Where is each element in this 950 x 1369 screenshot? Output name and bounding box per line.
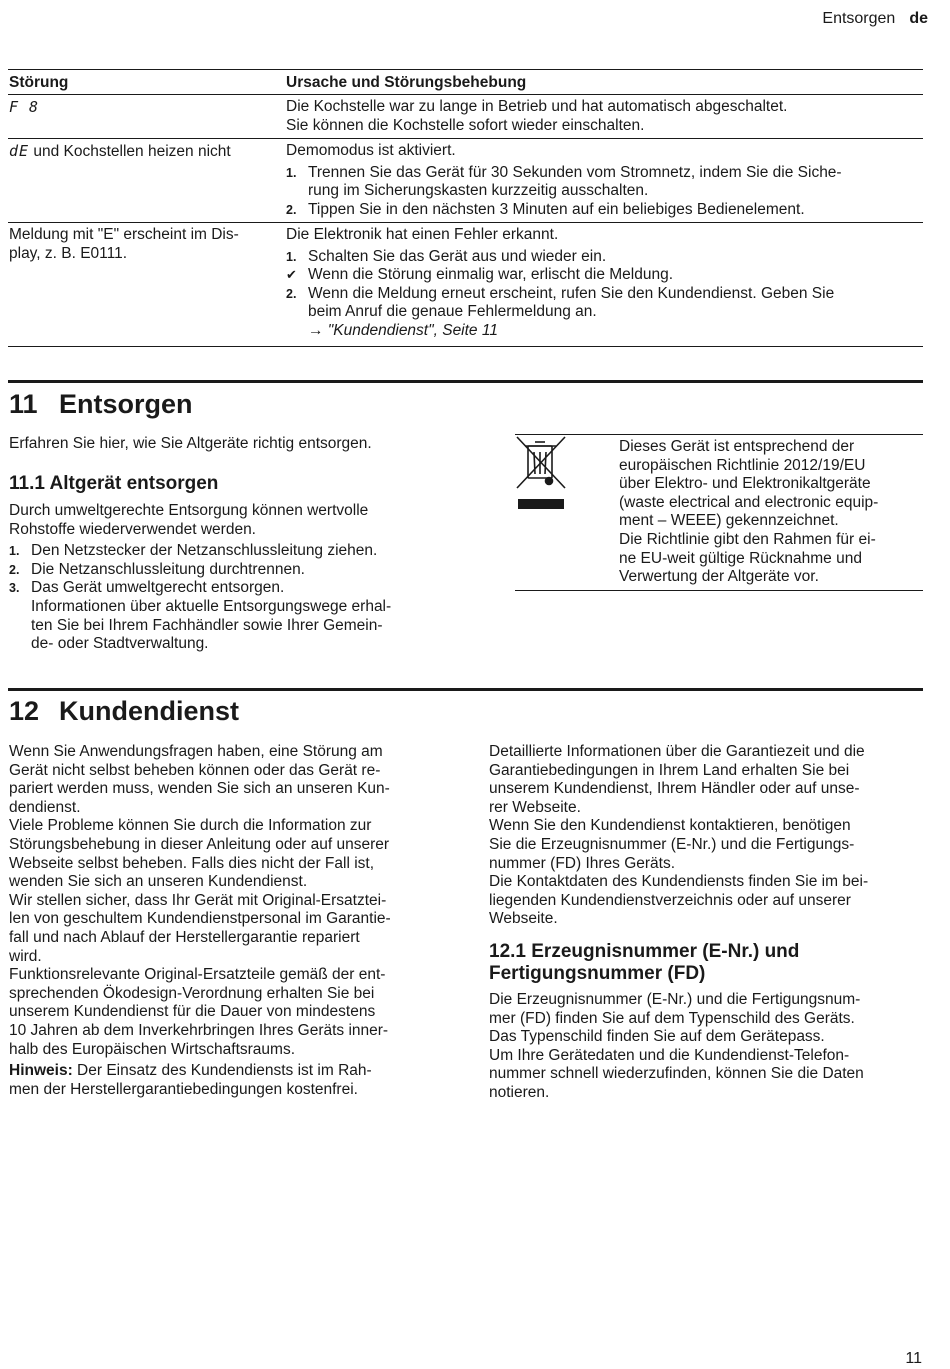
text-line: de- oder Stadtverwaltung. [31,635,209,653]
text-line: Das Gerät umweltgerecht entsorgen. [31,579,285,597]
list-item [9,579,489,653]
text-line: Die Richtlinie gibt den Rahmen für ei- [619,530,876,548]
text-line: Informationen über aktuelle Entsorgungswege erhal- [31,597,392,615]
fault-code-display: dE [9,142,30,160]
text-line: Störungsbehebung in dieser Anleitung oder auf unserer [9,835,390,853]
text-line: unserem Kundendienst, Ihrem Händler oder auf unse- [489,780,860,798]
list-item [286,285,916,341]
page-number: 11 [905,1350,922,1367]
crossed-out-wheelie-bin-icon [516,436,566,511]
text-line: Wenn Sie den Kundendienst kontaktieren, benötigen [489,817,851,835]
note-label: Hinweis: [9,1062,73,1080]
table-row-rule [8,138,923,139]
text-line: unserem Kundendienst für die Dauer von mindestens [9,1003,376,1021]
step-number: 3. [9,581,20,596]
cross-reference-link[interactable]: → "Kundendienst", Seite 11 [308,321,498,339]
list-item [286,248,916,267]
text-line: men der Herstellergarantiebedingungen kostenfrei. [9,1080,358,1098]
section-12-right-column [489,743,919,1103]
text-line: dendienst. [9,798,81,816]
table-row-2-cause [286,142,916,219]
text-line: play, z. B. E0111. [9,244,128,262]
text-line: mer (FD) finden Sie auf dem Typenschild des Geräts. [489,1009,855,1027]
text-line: len von geschultem Kundendienstpersonal im Garantie- [9,910,391,928]
fault-code-display: F 8 [9,98,40,116]
text-line: Funktionsrelevante Original-Ersatzteile gemäß der ent- [9,966,386,984]
text-line: Rohstoffe wiederverwendet werden. [9,520,256,538]
text-line: Die Kochstelle war zu lange in Betrieb und hat automatisch abgeschaltet. [286,98,788,115]
section-rule [8,380,923,383]
list-item [9,542,489,561]
section-rule [8,688,923,691]
list-item [286,164,916,201]
step-number: 1. [286,165,297,180]
section-heading-12 [9,696,239,726]
step-number: 2. [286,286,297,301]
text-line: rer Webseite. [489,798,581,816]
text-line: fall und nach Ablauf der Herstellergarantie repariert [9,928,360,946]
text-line: halb des Europäischen Wirtschaftsraums. [9,1040,296,1058]
section-heading-11 [9,389,193,419]
table-header-fault: Störung [9,74,69,91]
text-line: ne EU-weit gültige Rücknahme und [619,549,862,567]
table-row-1-cause [286,98,916,135]
text-line: Detaillierte Informationen über die Garantiezeit und die [489,743,865,760]
step-number: 2. [9,562,20,577]
text-line: rung im Sicherungskasten kurzzeitig ausschalten. [308,182,649,200]
section-number: 11 [9,389,38,419]
text-line: Wenn Sie Anwendungsfragen haben, eine Störung am [9,743,383,760]
subsection-heading [489,941,919,985]
table-header-cause: Ursache und Störungsbehebung [286,74,527,91]
weee-box-bottom-rule [515,590,923,591]
subsection-heading: 11.1 Altgerät entsorgen [9,473,219,494]
section-title: Entsorgen [59,389,193,419]
text-line: Webseite. [489,910,558,928]
text-line: nummer (FD) Ihres Geräts. [489,854,676,872]
text-line: liegenden Kundendienstverzeichnis oder auf unserer [489,891,851,909]
table-bottom-rule [8,346,923,347]
text-line: Trennen Sie das Gerät für 30 Sekunden vom Stromnetz, indem Sie die Siche- [308,163,842,181]
text-line: Wenn die Störung einmalig war, erlischt die Meldung. [308,266,674,284]
table-row-1-fault [9,98,274,118]
text-line: wenden Sie sich an unseren Kundendienst. [9,873,308,891]
section-title: Kundendienst [59,696,239,726]
text-line: Die Netzanschlussleitung durchtrennen. [31,560,305,578]
table-row-3-cause [286,226,916,341]
text-line: Verwertung der Altgeräte vor. [619,568,819,586]
text-line: Webseite selbst beheben. Falls dies nicht der Fall ist, [9,854,375,872]
text-line: Das Typenschild finden Sie auf dem Gerätepass. [489,1028,825,1046]
note-paragraph [9,1062,479,1099]
table-row-rule [8,222,923,223]
fault-description: und Kochstellen heizen nicht [29,143,231,160]
table-top-rule [8,69,923,70]
cause-text: Demomodus ist aktiviert. [286,142,456,159]
weee-text [619,438,919,587]
section-12-left-column [9,743,479,1099]
step-number: 2. [286,202,297,217]
text-line: über Elektro- und Elektronikaltgeräte [619,475,871,493]
section-number: 12 [9,696,40,726]
table-header-rule [8,94,923,95]
header-section: Entsorgen [822,10,896,27]
list-item [286,201,916,220]
text-line: Den Netzstecker der Netzanschlussleitung ziehen. [31,542,378,560]
table-row-3-fault [9,226,274,263]
text-line: Sie die Erzeugnisnummer (E-Nr.) und die Fertigungs- [489,835,855,853]
text-line: ten Sie bei Ihrem Fachhändler sowie Ihrer Gemein- [31,616,383,634]
text-line: (waste electrical and electronic equip- [619,493,879,511]
list-item [286,266,916,285]
page-header [822,10,928,29]
text-line: wird. [9,947,42,965]
text-line: Durch umweltgerechte Entsorgung können wertvolle [9,502,369,519]
text-line: Sie können die Kochstelle sofort wieder einschalten. [286,116,645,134]
step-number: 1. [286,249,297,264]
text-line: Wenn die Meldung erneut erscheint, rufen Sie den Kundendienst. Geben Sie [308,284,835,302]
text-line: europäischen Richtlinie 2012/19/EU [619,456,866,474]
text-line: Um Ihre Gerätedaten und die Kundendienst-Telefon- [489,1046,850,1064]
section-intro: Erfahren Sie hier, wie Sie Altgeräte richtig entsorgen. [9,435,372,452]
check-icon: ✔ [286,267,297,283]
list-item [9,561,489,580]
text-line: Die Kontaktdaten des Kundendiensts finden Sie im bei- [489,873,869,891]
text-line: Der Einsatz des Kundendiensts ist im Rah- [72,1062,372,1080]
table-row-2-fault [9,142,274,162]
text-line: notieren. [489,1083,550,1101]
weee-box-top-rule [515,434,923,435]
text-line: Tippen Sie in den nächsten 3 Minuten auf ein beliebiges Bedienelement. [308,200,805,218]
text-line: beim Anruf die genaue Fehlermeldung an. [308,303,597,321]
text-line: Fertigungsnummer (FD) [489,962,706,984]
text-line: Dieses Gerät ist entsprechend der [619,438,855,455]
text-line: nummer schnell wiederzufinden, können Sie die Daten [489,1065,864,1083]
text-line: 12.1 Erzeugnisnummer (E-Nr.) und [489,940,800,962]
text-line: ment – WEEE) gekennzeichnet. [619,512,839,530]
text-line: 10 Jahren ab dem Inverkehrbringen Ihres Geräts inner- [9,1021,389,1039]
header-language: de [909,10,928,27]
text-line: Schalten Sie das Gerät aus und wieder ein. [308,247,607,265]
text-line: Die Erzeugnisnummer (E-Nr.) und die Fertigungsnum- [489,990,861,1008]
text-line: sprechenden Ökodesign-Verordnung erhalten Sie bei [9,984,375,1002]
text-line: Meldung mit "E" erscheint im Dis- [9,226,239,243]
text-line: pariert werden muss, wenden Sie sich an unseren Kun- [9,780,390,798]
subsection-body [9,502,489,654]
step-number: 1. [9,544,20,559]
text-line: Garantiebedingungen in Ihrem Land erhalten Sie bei [489,761,850,779]
cause-text: Die Elektronik hat einen Fehler erkannt. [286,226,559,243]
text-line: Wir stellen sicher, dass Ihr Gerät mit Original-Ersatztei- [9,891,387,909]
text-line: Viele Probleme können Sie durch die Information zur [9,817,372,835]
text-line: Gerät nicht selbst beheben können oder das Gerät re- [9,761,381,779]
